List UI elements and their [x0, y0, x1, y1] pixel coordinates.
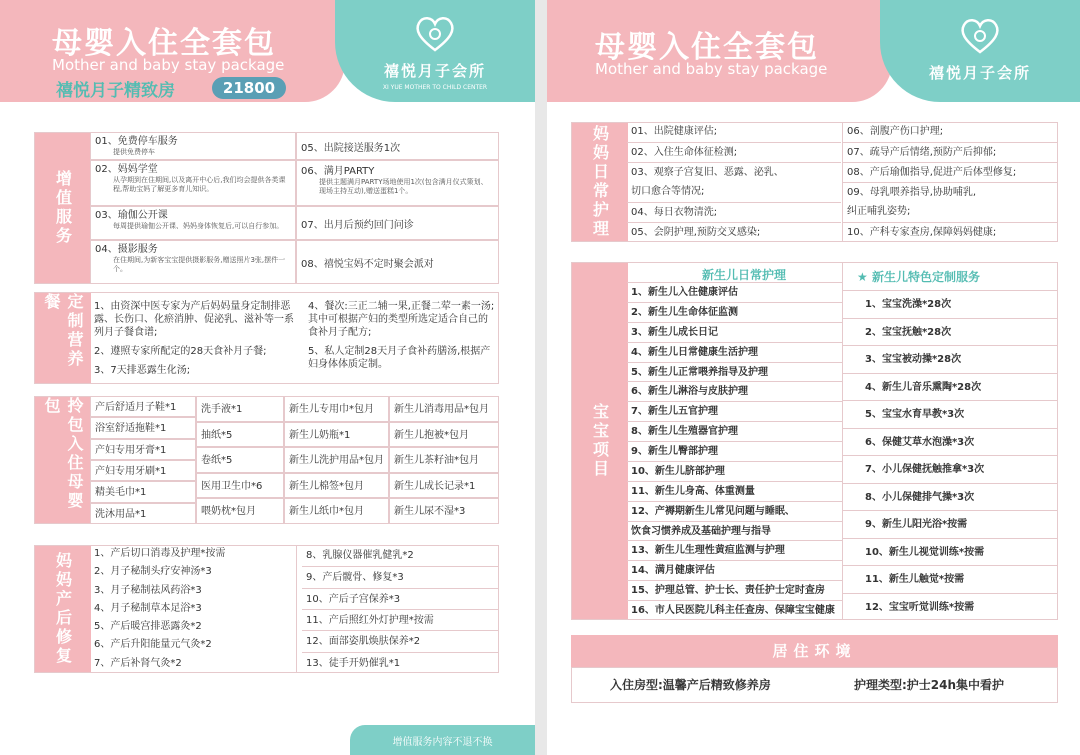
postpartum-item: 10、产后子宫保养*3 — [302, 588, 499, 609]
bag-item: 新生儿尿不湿*3 — [389, 498, 499, 524]
value-added-title: 04、摄影服务 — [95, 244, 158, 255]
postpartum-item: 11、产后照红外灯护理*按需 — [302, 609, 499, 630]
postpartum-item: 12、面部姿肌焕肤保养*2 — [302, 630, 499, 651]
baby-special-item: 10、新生儿视觉训练*按需 — [843, 538, 1058, 566]
value-added-title: 07、出月后预约回门问诊 — [301, 220, 414, 231]
value-added-cell — [296, 206, 499, 240]
value-added-cell — [90, 132, 296, 160]
baby-daily-item: 16、市人民医院儿科主任查房、保障宝宝健康 — [627, 600, 842, 620]
bag-item: 医用卫生巾*6 — [196, 473, 284, 499]
baby-daily-item: 13、新生儿生理性黄疸监测与护理 — [627, 540, 842, 560]
value-added-desc: 提供主题满月PARTY场地使用1次(包含满月仪式策划、现场主持互动),赠送蛋糕1个。 — [319, 178, 488, 195]
baby-special-item: 5、宝宝水育早教*3次 — [843, 400, 1058, 428]
price-badge: 21800 — [212, 77, 286, 99]
baby-special-item: 11、新生儿触觉*按需 — [843, 565, 1058, 593]
bag-item: 洗沐用品*1 — [90, 503, 196, 524]
value-added-title: 08、禧悦宝妈不定时聚会派对 — [301, 259, 434, 270]
env-care: 护理类型:护士24h集中看护 — [854, 678, 1005, 692]
baby-daily-item: 3、新生儿成长日记 — [627, 322, 842, 342]
bag-item: 新生儿奶瓶*1 — [284, 422, 389, 448]
mom-care-item: 切口愈合等情况; — [631, 186, 705, 197]
left-page — [0, 0, 535, 755]
baby-special-item: 2、宝宝抚触*28次 — [843, 318, 1058, 346]
baby-special-item: 6、保健艾草水泡澡*3次 — [843, 428, 1058, 456]
baby-special-item: 8、小儿保健排气操*3次 — [843, 483, 1058, 511]
mom-care-item: 08、产后瑜伽指导,促进产后体型修复; — [843, 162, 1058, 182]
env-heading: 居住环境 — [571, 635, 1058, 667]
bag-item: 新生儿棉签*包月 — [284, 473, 389, 499]
baby-daily-item: 2、新生儿生命体征监测 — [627, 302, 842, 322]
right-title: 母婴入住全套包 — [595, 30, 819, 65]
room-name: 禧悦月子精致房 — [56, 81, 175, 101]
left-title-en: Mother and baby stay package — [52, 56, 285, 74]
baby-special-heading-wrap — [857, 268, 980, 285]
baby-daily-item: 11、新生儿身高、体重测量 — [627, 481, 842, 501]
nutrition-item: 2、遵照专家所配定的28天食补月子餐; — [94, 346, 267, 357]
mom-care-item: 10、产科专家查房,保障妈妈健康; — [843, 222, 1058, 242]
bag-item: 新生儿纸巾*包月 — [284, 498, 389, 524]
bag-item: 新生儿成长记录*1 — [389, 473, 499, 499]
postpartum-item: 5、产后暖宫排恶露灸*2 — [94, 621, 202, 633]
baby-daily-item: 15、护理总管、护士长、责任护士定时查房 — [627, 580, 842, 600]
heart-logo-icon — [958, 16, 1002, 56]
left-logo-en: XI YUE MOTHER TO CHILD CENTER — [382, 84, 488, 91]
baby-divider — [842, 262, 843, 620]
postpartum-item: 2、月子秘制头疗安神汤*3 — [94, 566, 212, 578]
nutrition-item: 4、餐次:三正二辅一果,正餐二荤一素一汤;其中可根据产妇的类型所选定适合自己的食补月子配方; — [308, 301, 495, 338]
value-added-cell — [90, 206, 296, 240]
postpartum-item: 13、徒手开奶催乳*1 — [302, 652, 499, 673]
baby-special-item: 9、新生儿阳光浴*按需 — [843, 510, 1058, 538]
bag-item: 洗手液*1 — [196, 396, 284, 422]
baby-daily-item: 7、新生儿五官护理 — [627, 401, 842, 421]
baby-daily-item: 6、新生儿淋浴与皮肤护理 — [627, 381, 842, 401]
value-added-desc: 在住期间,为新客宝宝提供摄影服务,赠送照片3张,摆件一个。 — [113, 256, 286, 273]
bag-item: 产妇专用牙膏*1 — [90, 439, 196, 460]
bag-item: 抽纸*5 — [196, 422, 284, 448]
postpartum-item: 7、产后补肾气灸*2 — [94, 657, 182, 669]
postpartum-divider — [296, 545, 297, 673]
right-page — [547, 0, 1080, 755]
mom-care-item: 01、出院健康评估; — [631, 126, 718, 137]
value-added-desc: 提供免费停车 — [113, 148, 155, 156]
value-added-title: 05、出院接送服务1次 — [301, 143, 401, 154]
star-icon: ★ — [857, 270, 868, 284]
baby-daily-item: 4、新生儿日常健康生活护理 — [627, 342, 842, 362]
value-added-label: 增值服务 — [35, 133, 91, 283]
right-title-en: Mother and baby stay package — [595, 60, 828, 78]
mom-care-divider — [842, 122, 843, 242]
left-title: 母婴入住全套包 — [52, 26, 276, 61]
left-logo-text: 禧悦月子会所 — [383, 62, 486, 80]
baby-special-item: 7、小儿保健抚触推拿*3次 — [843, 455, 1058, 483]
postpartum-item: 8、乳腺仪器催乳健乳*2 — [306, 550, 414, 561]
nutrition-item: 5、私人定制28天月子食补药膳汤,根据产妇身体体质定制。 — [308, 346, 491, 370]
value-added-title: 02、妈妈学堂 — [95, 164, 158, 175]
left-logo — [335, 14, 535, 91]
bag-item: 浴室舒适拖鞋*1 — [90, 417, 196, 438]
bag-item: 精美毛巾*1 — [90, 481, 196, 502]
nutrition-left — [90, 292, 302, 384]
bag-item: 新生儿消毒用品*包月 — [389, 396, 499, 422]
bag-item: 新生儿洗护用品*包月 — [284, 447, 389, 473]
footer-note: 增值服务内容不退不换 — [350, 725, 535, 755]
baby-special-item: 1、宝宝洗澡*28次 — [843, 290, 1058, 318]
postpartum-item: 1、产后切口消毒及护理*按需 — [94, 548, 226, 559]
mom-care-item: 02、入住生命体征检测; — [627, 142, 841, 162]
postpartum-item: 4、月子秘制草本足浴*3 — [94, 602, 202, 614]
postpartum-item: 3、月子秘制祛风药浴*3 — [94, 584, 202, 596]
nutrition-item: 1、由资深中医专家为产后妈妈量身定制排恶露、长伤口、化瘀消肿、促泌乳、滋补等一系列月子餐食谱; — [94, 301, 294, 338]
mom-care-item: 03、观察子宫复旧、恶露、泌乳、 — [627, 162, 841, 182]
baby-special-item: 12、宝宝听觉训练*按需 — [843, 593, 1058, 621]
mom-care-item: 05、会阴护理,预防交叉感染; — [627, 222, 841, 242]
mom-care-item: 04、每日衣物清洗; — [627, 202, 841, 222]
mom-care-label: 妈妈日常护理 — [572, 123, 628, 241]
value-added-cell — [90, 240, 296, 284]
mom-care-item: 06、剖腹产伤口护理; — [847, 126, 944, 137]
postpartum-item: 9、产后髋骨、修复*3 — [302, 566, 499, 587]
heart-logo-icon — [413, 14, 457, 54]
bag-item: 喂奶枕*包月 — [196, 498, 284, 524]
baby-daily-heading: 新生儿日常护理 — [702, 268, 787, 282]
value-added-desc: 每周提供瑜伽公开课、妈妈身体恢复后,可以自行参加。 — [113, 222, 284, 230]
bag-item: 卷纸*5 — [196, 447, 284, 473]
postpartum-label: 妈妈产后修复 — [35, 546, 91, 672]
bag-label: 拎包入住母婴包 — [35, 397, 91, 523]
bag-item: 产后舒适月子鞋*1 — [90, 396, 196, 417]
right-logo — [880, 16, 1080, 83]
postpartum-item: 6、产后升阳能量元气灸*2 — [94, 639, 212, 651]
env-room: 入住房型:温馨产后精致修养房 — [610, 678, 771, 692]
value-added-cell — [296, 132, 499, 160]
bag-item: 新生儿抱被*包月 — [389, 422, 499, 448]
bag-item: 新生儿茶籽油*包月 — [389, 447, 499, 473]
env-row — [571, 667, 1058, 703]
baby-daily-item: 12、产褥期新生儿常见问题与睡眠、 — [627, 501, 842, 521]
value-added-title: 03、瑜伽公开课 — [95, 210, 168, 221]
baby-daily-item: 8、新生儿生殖器官护理 — [627, 421, 842, 441]
mom-care-item: 07、疏导产后情绪,预防产后抑郁; — [843, 142, 1058, 162]
baby-label: 宝宝项目 — [572, 263, 628, 619]
nutrition-right — [304, 292, 499, 384]
baby-daily-item: 10、新生儿脐部护理 — [627, 461, 842, 481]
bag-item: 产妇专用牙刷*1 — [90, 460, 196, 481]
value-added-cell — [296, 160, 499, 206]
baby-special-item: 3、宝宝被动操*28次 — [843, 345, 1058, 373]
right-logo-text: 禧悦月子会所 — [928, 64, 1031, 82]
value-added-cell — [90, 160, 296, 206]
mom-care-item: 09、母乳喂养指导,协助哺乳, — [843, 182, 1058, 202]
nutrition-label: 定制营养餐 — [35, 293, 91, 383]
value-added-title: 01、免费停车服务 — [95, 136, 178, 147]
baby-daily-item: 9、新生儿臀部护理 — [627, 441, 842, 461]
baby-daily-item: 14、满月健康评估 — [627, 560, 842, 580]
bag-item: 新生儿专用巾*包月 — [284, 396, 389, 422]
baby-daily-item: 5、新生儿正常喂养指导及护理 — [627, 362, 842, 382]
value-added-desc: 从孕期到在住期间,以及离开中心后,我们均会提供各类课程,帮助宝妈了解更多育儿知识。 — [113, 176, 286, 193]
baby-daily-item: 1、新生儿入住健康评估 — [627, 282, 842, 302]
baby-special-item: 4、新生儿音乐熏陶*28次 — [843, 373, 1058, 401]
value-added-cell — [296, 240, 499, 284]
mom-care-item: 纠正哺乳姿势; — [847, 206, 911, 217]
nutrition-item: 3、7天排恶露生化汤; — [94, 365, 191, 376]
value-added-title: 06、满月PARTY — [301, 166, 375, 177]
baby-special-heading: 新生儿特色定制服务 — [871, 270, 980, 284]
baby-daily-item: 饮食习惯养成及基础护理与指导 — [627, 521, 842, 541]
